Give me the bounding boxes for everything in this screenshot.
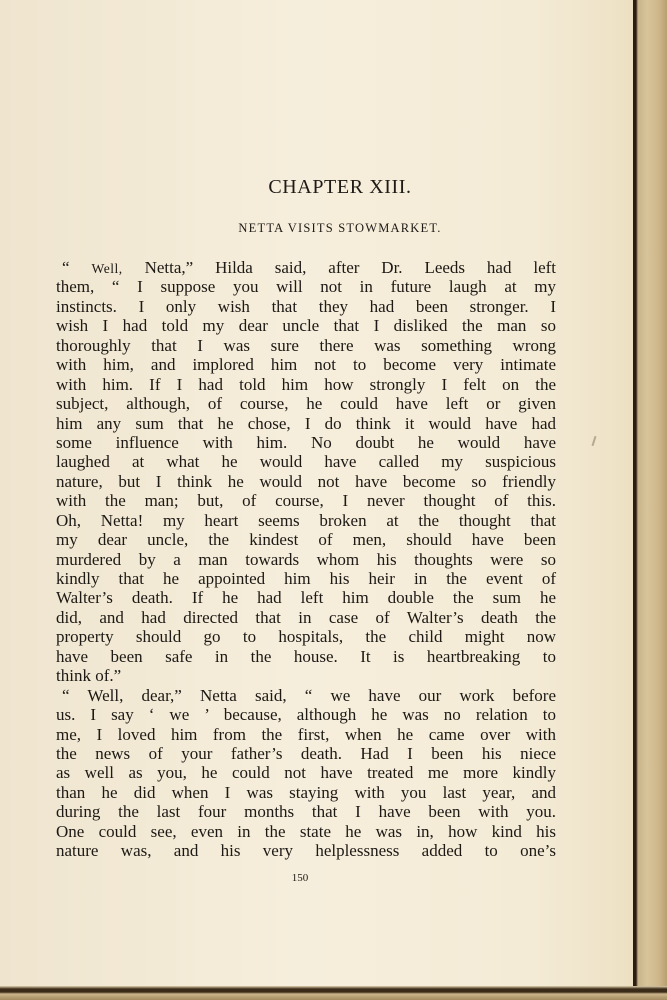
text-line: wish I had told my dear uncle that I disliked the man so — [56, 316, 556, 336]
text-line: kindly that he appointed him his heir in the event of — [56, 569, 556, 588]
text-line: as well as you, he could not have treated me more kindly — [56, 763, 556, 783]
text-line: than he did when I was staying with you last year, and — [56, 782, 556, 802]
text-line: with him, and implored him not to become very intimate — [56, 355, 556, 375]
text-line: property should go to hospitals, the child might now — [56, 627, 556, 647]
text-line: murdered by a man towards whom his thoughts were so — [56, 549, 556, 569]
text-line: the news of your father’s death. Had I been his niece — [56, 743, 556, 763]
text-line: Oh, Netta! my heart seems broken at the thought that — [56, 510, 556, 530]
text-line: “ Well, Netta,” Hilda said, after Dr. Leeds had left — [62, 258, 557, 277]
chapter-title: CHAPTER XIII. — [268, 176, 412, 198]
pencil-mark — [592, 436, 597, 446]
text-line: them, “ I suppose you will not in future laugh at my — [56, 277, 556, 297]
chapter-subtitle: NETTA VISITS STOWMARKET. — [238, 221, 442, 235]
page-number: 150 — [291, 872, 309, 884]
text-line: us. I say ‘ we ’ because, although he was no relation to — [56, 705, 556, 725]
text-line: instincts. I only wish that they had been stronger. I — [56, 296, 556, 316]
text-line: some influence with him. No doubt he would have — [56, 432, 556, 452]
text-line: have been safe in the house. It is heartbreaking to — [56, 646, 556, 666]
text-line: with him. If I had told him how strongly I felt on the — [56, 374, 556, 394]
text-line: “ Well, dear,” Netta said, “ we have our work before — [62, 685, 556, 705]
text-line: during the last four months that I have been with you. — [56, 802, 556, 822]
text-line: nature, but I think he would not have become so friendly — [56, 471, 556, 491]
text-line: nature was, and his very helplessness added to one’s — [56, 841, 556, 861]
text-line: think of.” — [56, 666, 122, 686]
page-edge-right — [633, 0, 667, 1000]
text-line: with the man; but, of course, I never thought of this. — [56, 491, 556, 511]
text-line: One could see, even in the state he was in, how kind his — [56, 821, 556, 841]
text-line: thoroughly that I was sure there was something wrong — [56, 335, 556, 355]
text-line: Walter’s death. If he had left him double the sum he — [56, 588, 556, 608]
text-line: did, and had directed that in case of Walter’s death the — [56, 607, 556, 627]
text-line: me, I loved him from the first, when he came over with — [56, 724, 556, 744]
text-line: him any sum that he chose, I do think it would have had — [56, 413, 556, 433]
page-edge-bottom — [0, 986, 667, 1000]
body-text — [56, 258, 556, 861]
text-line: subject, although, of course, he could have left or given — [56, 394, 556, 414]
text-line: laughed at what he would have called my suspicious — [56, 452, 556, 472]
text-line: my dear uncle, the kindest of men, should have been — [56, 530, 556, 550]
small-caps-word: Well, — [91, 261, 123, 276]
